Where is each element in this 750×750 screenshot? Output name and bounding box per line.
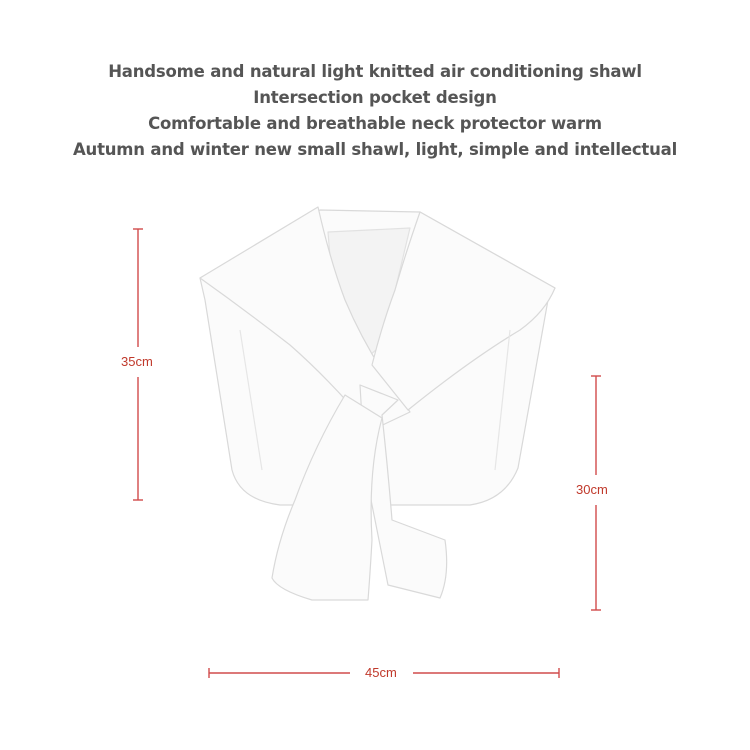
dimension-label-left-height: 35cm [121,354,153,369]
headline-line-4: Autumn and winter new small shawl, light, simple and intellectual [72,140,678,159]
headline-line-2: Intersection pocket design [253,88,497,107]
dimension-label-right-height: 30cm [576,482,608,497]
headline-line-3: Comfortable and breathable neck protector warm [148,114,602,133]
dimension-label-width: 45cm [365,665,397,680]
shawl-illustration [200,207,555,600]
headline-line-1: Handsome and natural light knitted air conditioning shawl [108,62,642,81]
